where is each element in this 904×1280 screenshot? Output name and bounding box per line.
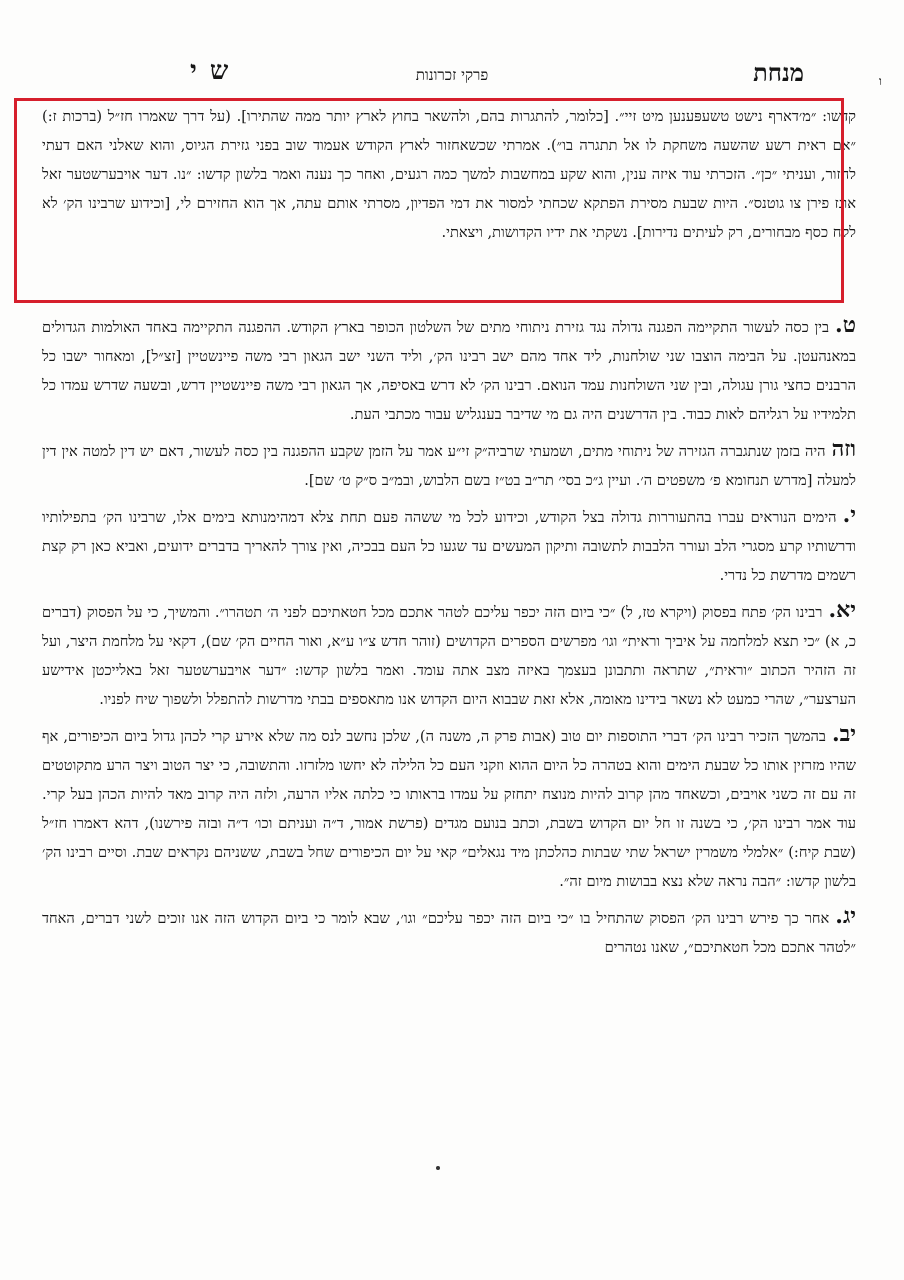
section-number: יא. (828, 597, 856, 623)
section-number: וזה (831, 436, 856, 462)
section-text: בין כסה לעשור התקיימה הפגנה גדולה נגד גזירת ניתוחי מתים של השלטון הכופר בארץ הקודש. ההפגנה התקיימה באחד האולמות הגדולים במאנהעטן. על הבימה הוצבו שני שולחנות, ליד אחד מהם ישב רבינו הק׳, וליד השני ישב הגאון רבי משה פיינשטיין [זצ״ל], ומאחור ישבו כל הרבנים כחצי גורן עגולה, ובין שני השולחנות עמד הנואם. רבינו הק׳ לא דרש באסיפה, אך הגאון רבי משה פיינשטיין דרש, ובשעה שדרש עמדו כל תלמידיו על רגליהם לאות כבוד. בין הדרשנים היה גם מי שדיבר בענגליש עבור מכתבי העת. (42, 319, 856, 423)
running-title: מנחת (753, 58, 804, 87)
section-number: יג. (835, 903, 856, 929)
running-subtitle: פרקי זכרונות (415, 66, 489, 84)
page-number: ש י (190, 56, 231, 86)
highlighted-paragraph: קדשו: ״מ׳דארף נישט טשעפּענען מיט זיי״. [כלומר, להתגרות בהם, ולהשאר בחוץ לארץ יותר ממה שהתירו]. (על דרך שאמרו חז״ל (ברכות ז:) ״אם ראית רשע שהשעה משחקת לו אל תתגרה בו״). אמרתי שכשאחזור לארץ הקודש אעמוד שוב בפני גזירת הגיוס, והוא שאלני האם דעתי לחזור, ועניתי ״כן״. הזכרתי עוד איזה ענין, והוא שקע במחשבות למשך כמה רגעים, ואחר כך נענה ואמר בלשון קדשו: ״נו. דער אויבערשטער זאל אונז פירן צו גוטנס״. היות שבעת מסירת הפתקא שכחתי למסור את דמי הפדיון, מסרתי אותם עתה, אך הוא החזירם לי, [וכידוע שרבינו הק׳ לא לקח כסף מבחורים, רק לעיתים נדירות]. נשקתי את ידיו הקדושות, ויצאתי. (42, 108, 856, 241)
page-body (42, 100, 856, 962)
section-text: רבינו הק׳ פתח בפסוק (ויקרא טז, ל) ״כי ביום הזה יכפר עליכם לטהר אתכם מכל חטאתיכם לפני ה׳ תטהרו״. והמשיך, כי על הפסוק (דברים כ, א) ״כי תצא למלחמה על איביך וראית״ וגו׳ מפרשים הספרים הקדושים (זוהר חדש צ״ו ע״א, ואור החיים הק׳ שם), דקאי על מלחמת היצר, ועל זה הזהיר הכתוב ״וראית״, שתראה ותתבונן בעצמך באיזה מצב אתה עומד. ואמר בלשון קדשו: ״דער אויבערשטער זאל באלייכטן אידישע הערצער״, שהרי כמעט לא נשאר בידינו מאומה, אלא זאת שבבוא היום הקדוש אנו מתאספים בבתי מדרשות להתפלל ולשפוך שיח לפניו. (42, 604, 856, 708)
section-text: היה בזמן שנתגברה הגזירה של ניתוחי מתים, ושמעתי שרביה״ק זי״ע אמר על הזמן שקבע ההפגנה בין כסה לעשור, דאם יש דין למטה אין דין למעלה [מדרש תנחומא פ׳ משפטים ה׳. ועיין ג״כ בסי׳ תר״ב בט״ז בשם הלבוש, ובמ״ב ס״ק ט׳ שם]. (42, 443, 856, 489)
section-number: ט. (835, 312, 856, 338)
section-9 (42, 311, 856, 429)
section-9-note (42, 435, 856, 495)
section-11 (42, 596, 856, 714)
section-number: י. (842, 502, 856, 528)
section-number: יב. (831, 721, 856, 747)
section-10 (42, 501, 856, 590)
page-header (40, 52, 882, 92)
corner-mark: ו (878, 74, 882, 88)
section-text: אחר כך פירש רבינו הק׳ הפסוק שהתחיל בו ״כי ביום הזה יכפר עליכם״ וגו׳, שבא לומר כי ביום הקדוש הזה אנו זוכים לשני דברים, האחד ״לטהר אתכם מכל חטאתיכם״, שאנו נטהרים (42, 910, 856, 956)
section-12 (42, 720, 856, 896)
footer-dot (436, 1166, 440, 1170)
section-13 (42, 902, 856, 962)
section-text: הימים הנוראים עברו בהתעוררות גדולה בצל הקודש, וכידוע לכל מי ששהה פעם תחת צלא דמהימנותא בימים אלו, שרבינו הק׳ בתפילותיו ודרשותיו קרע מסגרי הלב ועורר הלבבות לתשובה ותיקון המעשים עד שגעו כל העם בבכיה, ואין צורך להאריך בדברים ידועים, ואביא כאן רק קצת רשמים מדרשת כל נדרי. (42, 509, 856, 584)
section-text: בהמשך הזכיר רבינו הק׳ דברי התוספות יום טוב (אבות פרק ה, משנה ה), שלכן נחשב לנס מה שלא אירע קרי לכהן גדול ביום הכיפורים, אף שהיו מזרזין אותו כל שבעת הימים והוא בטהרה כל היום ההוא וזקני העם כל הלילה לא יחשו מלזרזו. והתשובה, כי יצר הטוב ויצר הרע מתקוטטים זה עם זה כשני אויבים, וכשאחד מהן קרוב להיות מנוצח יתחזק על עמדו בראותו כי כלתה אליו הרעה, ולזה היה קרוב מאד להיות הכהן בעל קרי. עוד אמר רבינו הק׳, כי בשנה זו חל יום הקדוש בשבת, וכתב בנועם מגדים (פרשת אמור, ד״ה ועניתם וכו׳ ד״ה ובזה פירשנו), דהא דאמרו חז״ל (שבת קיח:) ״אלמלי משמרין ישראל שתי שבתות כהלכתן מיד נגאלים״ קאי על יום הכיפורים שחל בשבת, ששניהם נקראים שבת. וסיים רבינו הק׳ בלשון קדשו: ״הבה נראה שלא נצא בבושות מיום זה״. (42, 728, 856, 890)
